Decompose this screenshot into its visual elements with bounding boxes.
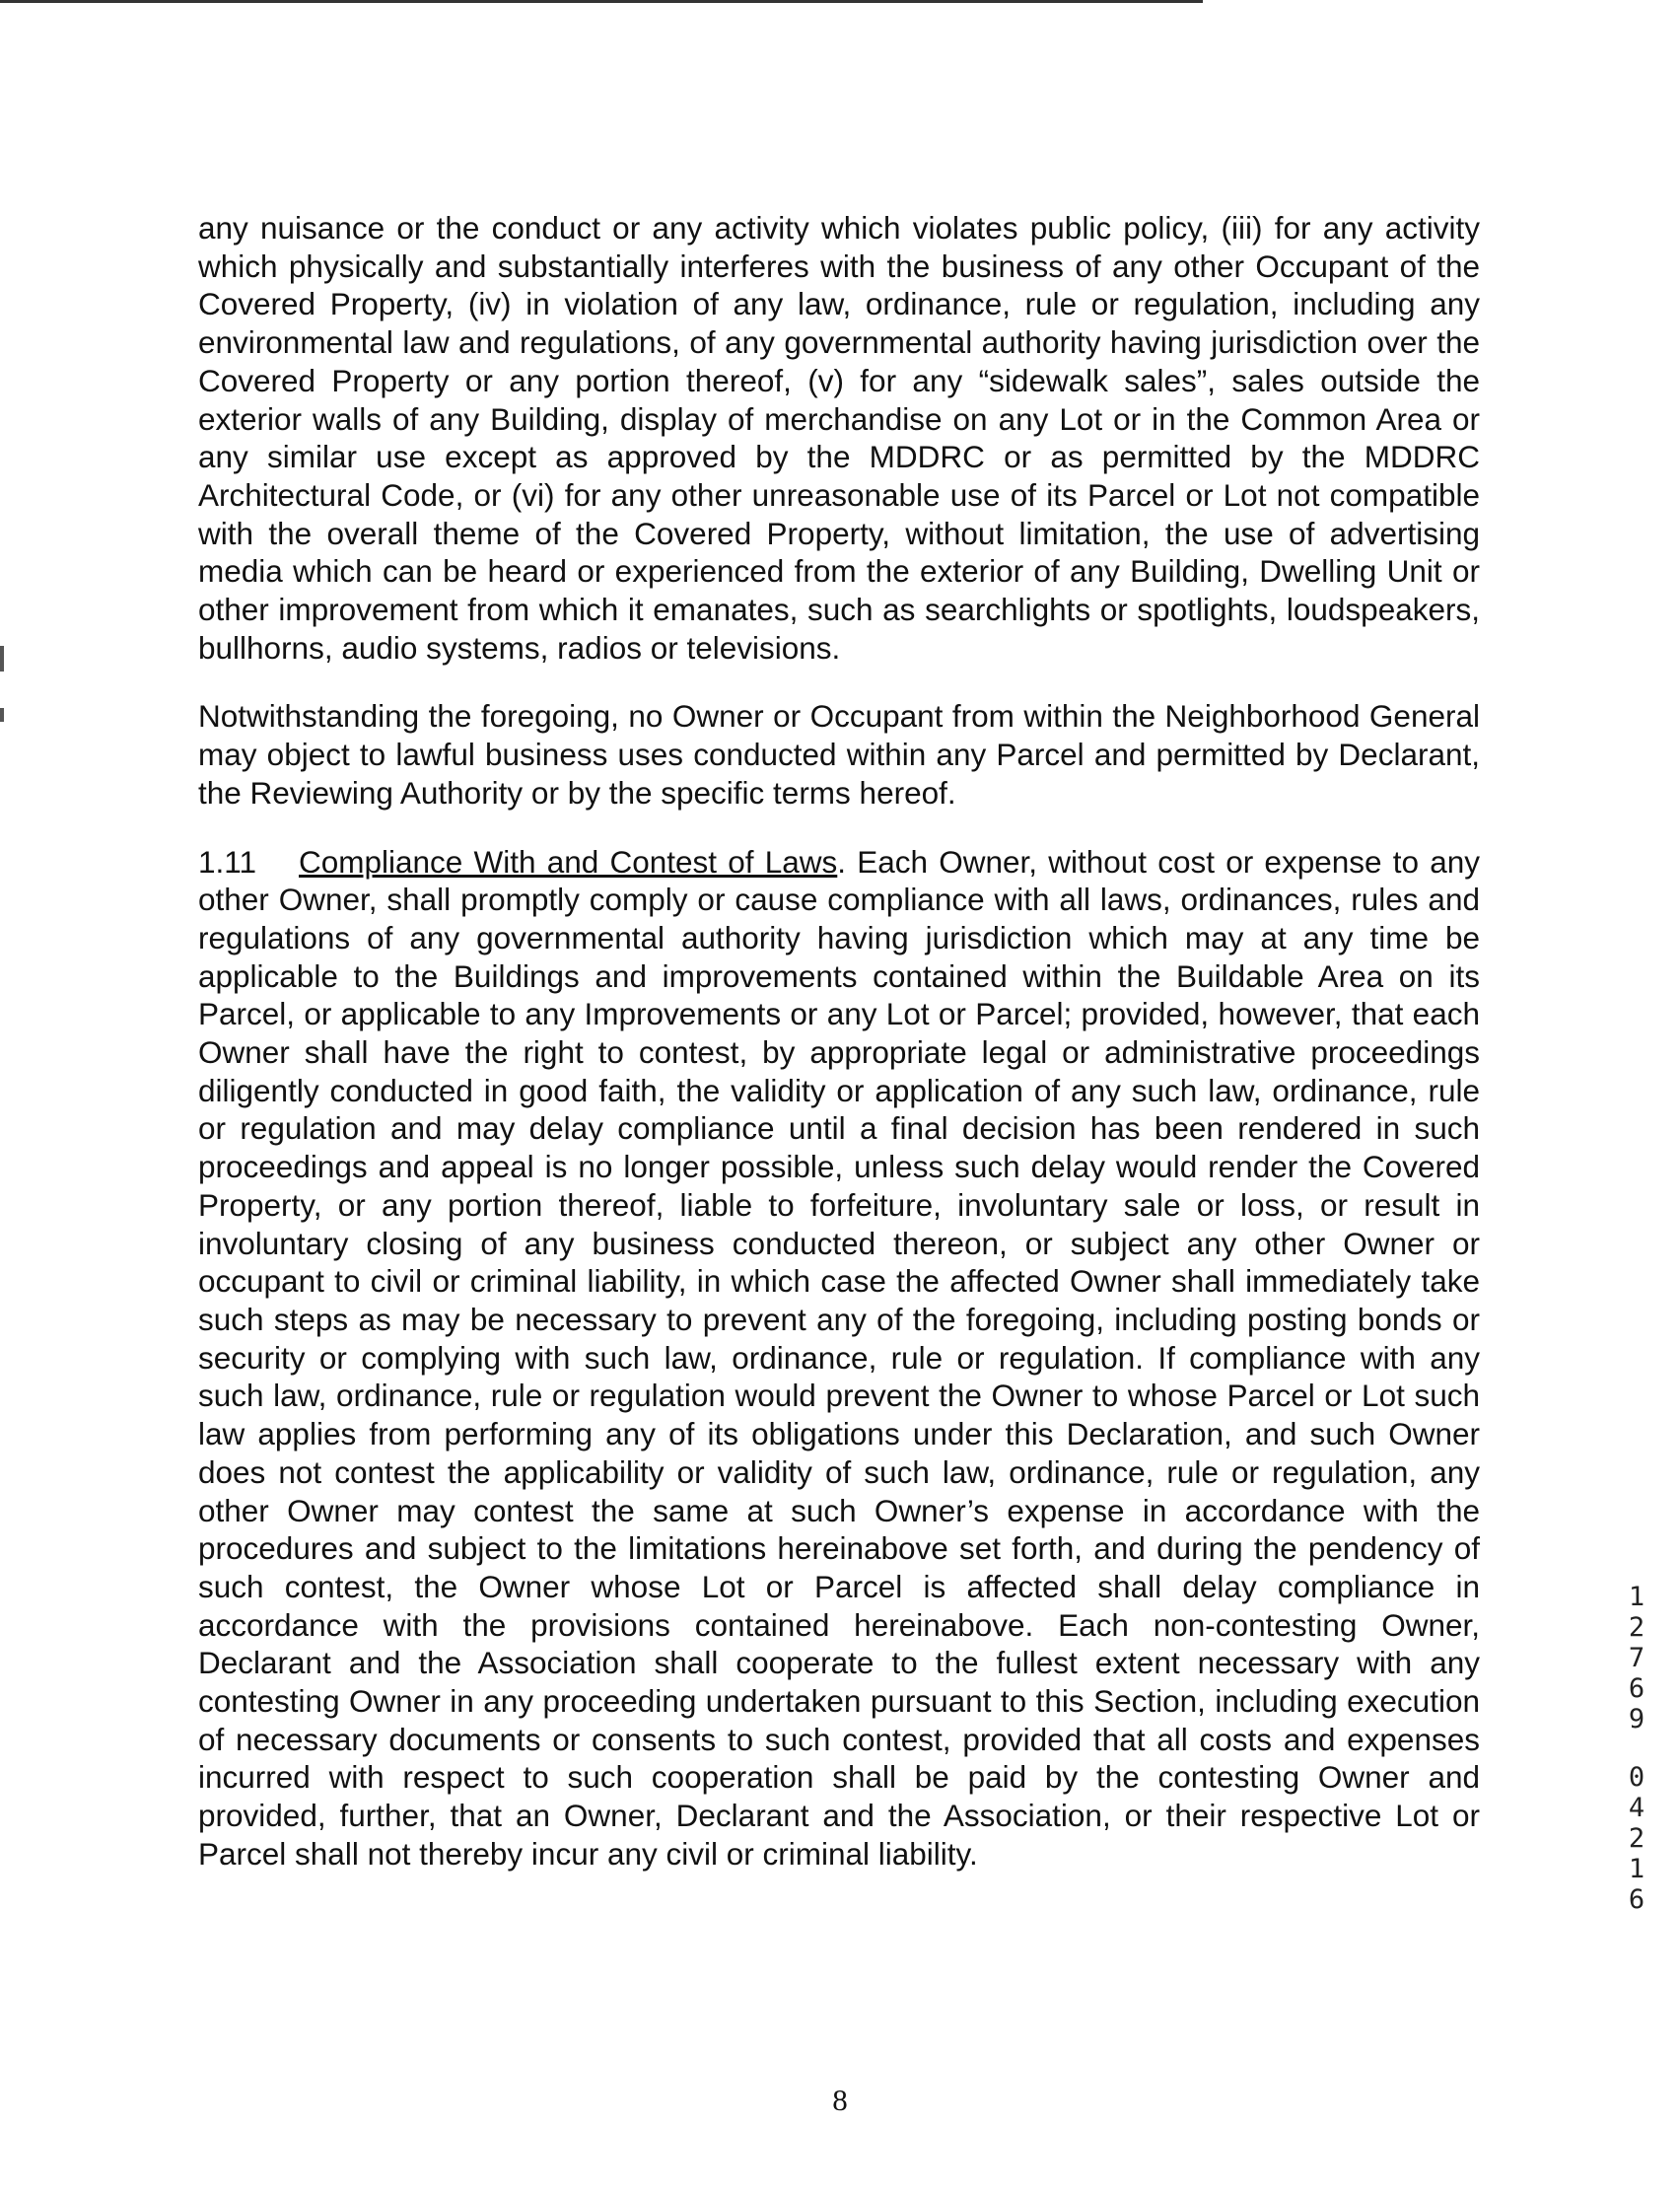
stamp-digit: 6	[1628, 1884, 1645, 1915]
paragraph-use-restrictions: any nuisance or the conduct or any activity which violates public policy, (iii) for any activity which physically and substantially interferes with the business of any other Occupant of the Covered Property, (iv) in violation of any law, ordinance, rule or regulation, including any environmental law and regulations, of any governmental authority having jurisdiction over the Covered Property or any portion thereof, (v) for any “sidewalk sales”, sales outside the exterior walls of any Building, display of merchandise on any Lot or in the Common Area or any similar use except as approved by the MDDRC or as permitted by the MDDRC Architectural Code, or (vi) for any other unreasonable use of its Parcel or Lot not compatible with the overall theme of the Covered Property, without limitation, the use of advertising media which can be heard or experienced from the exterior of any Building, Dwelling Unit or other improvement from which it emanates, such as searchlights or spotlights, loudspeakers, bullhorns, audio systems, radios or televisions.	[198, 210, 1480, 666]
stamp-digit: 4	[1628, 1793, 1645, 1823]
stamp-gap	[1619, 1734, 1654, 1762]
section-number: 1.11	[198, 843, 256, 880]
page-number: 8	[832, 2083, 848, 2117]
stamp-digit: 7	[1628, 1643, 1645, 1673]
stamp-digit: 9	[1628, 1704, 1645, 1734]
stamp-digit: 0	[1628, 1762, 1645, 1793]
stamp-digit: 1	[1628, 1582, 1645, 1612]
scan-top-edge	[0, 0, 1203, 3]
recording-stamp	[1619, 1582, 1654, 1915]
stamp-digit: 2	[1628, 1823, 1645, 1854]
document-body	[198, 209, 1480, 1904]
section-1-11	[198, 843, 1480, 1874]
section-title: Compliance With and Contest of Laws	[299, 843, 838, 880]
stamp-digit: 1	[1628, 1854, 1645, 1884]
stamp-digit: 6	[1628, 1673, 1645, 1704]
scan-left-edge-mark	[0, 646, 4, 672]
section-body: . Each Owner, without cost or expense to any other Owner, shall promptly comply or cause compliance with all laws, ordinances, rules and regulations of any governmental authority having jurisdiction which may at any time be applicable to the Buildings and improvements contained within the Buildable Area on its Parcel, or applicable to any Improvements or any Lot or Parcel; provided, however, that each Owner shall have the right to contest, by appropriate legal or administrative proceedings diligently conducted in good faith, the validity or application of any such law, ordinance, rule or regulation and may delay compliance until a final decision has been rendered in such proceedings and appeal is no longer possible, unless such delay would render the Covered Property, or any portion thereof, liable to forfeiture, involuntary sale or loss, or result in involuntary closing of any business conducted thereon, or subject any other Owner or occupant to civil or criminal liability, in which case the affected Owner shall immediately take such steps as may be necessary to prevent any of the foregoing, including posting bonds or security or complying with such law, ordinance, rule or regulation. If compliance with any such law, ordinance, rule or regulation would prevent the Owner to whose Parcel or Lot such law applies from performing any of its obligations under this Declaration, and such Owner does not contest the applicability or validity of such law, ordinance, rule or regulation, any other Owner may contest the same at such Owner’s expense in accordance with the procedures and subject to the limitations hereinabove set forth, and during the pendency of such contest, the Owner whose Lot or Parcel is affected shall delay compliance in accordance with the provisions contained hereinabove. Each non-contesting Owner, Declarant and the Association shall cooperate to the fullest extent necessary with any contesting Owner in any proceeding undertaken pursuant to this Section, including execution of necessary documents or consents to such contest, provided that all costs and expenses incurred with respect to such cooperation shall be paid by the contesting Owner and provided, further, that an Owner, Declarant and the Association, or their respective Lot or Parcel shall not thereby incur any civil or criminal liability.	[198, 843, 1480, 1872]
paragraph-notwithstanding: Notwithstanding the foregoing, no Owner or Occupant from within the Neighborhood General may object to lawful business uses conducted within any Parcel and permitted by Declarant, the Reviewing Authority or by the specific terms hereof.	[198, 698, 1480, 811]
stamp-digit: 2	[1628, 1612, 1645, 1643]
scan-left-edge-mark	[0, 708, 4, 722]
